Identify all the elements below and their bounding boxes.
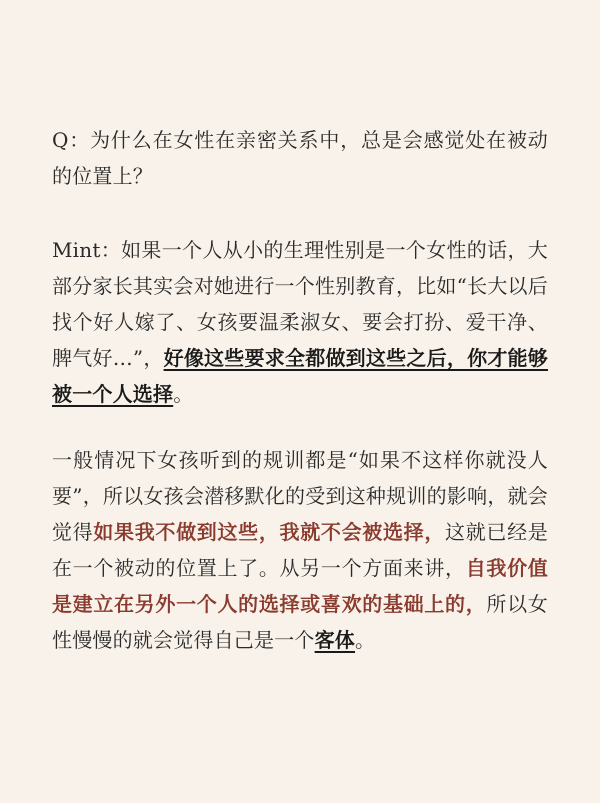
answer2-text-c: 所以女性慢慢的就会觉得自己是一个 [52, 592, 548, 652]
answer1-end: 。 [173, 382, 194, 406]
answer2-highlight-1: 如果我不做到这些，我就不会被选择， [93, 520, 446, 544]
answer-paragraph-1 [52, 232, 548, 412]
answer2-end: 。 [355, 628, 376, 652]
answer2-keyword: 客体 [314, 628, 356, 652]
question-text: Q：为什么在女性在亲密关系中，总是会感觉处在被动的位置上？ [52, 128, 548, 188]
answer-paragraph-2 [52, 442, 548, 658]
question-paragraph [52, 122, 548, 194]
answer2-highlight-2: 自我价值是建立在另外一个人的选择或喜欢的基础上的， [52, 556, 548, 616]
answer1-text: Mint：如果一个人从小的生理性别是一个女性的话，大部分家长其实会对她进行一个性别教育，比如“长大以后找个好人嫁了、女孩要温柔淑女、要会打扮、爱干净、脾气好…”， [52, 238, 548, 370]
answer1-emphasis: 好像这些要求全都做到这些之后，你才能够被一个人选择 [52, 346, 548, 406]
answer2-text-b: 这就已经是在一个被动的位置上了。从另一个方面来讲， [52, 520, 548, 580]
answer2-text-a: 一般情况下女孩听到的规训都是“如果不这样你就没人要”，所以女孩会潜移默化的受到这种规训的影响，就会觉得 [52, 448, 548, 544]
